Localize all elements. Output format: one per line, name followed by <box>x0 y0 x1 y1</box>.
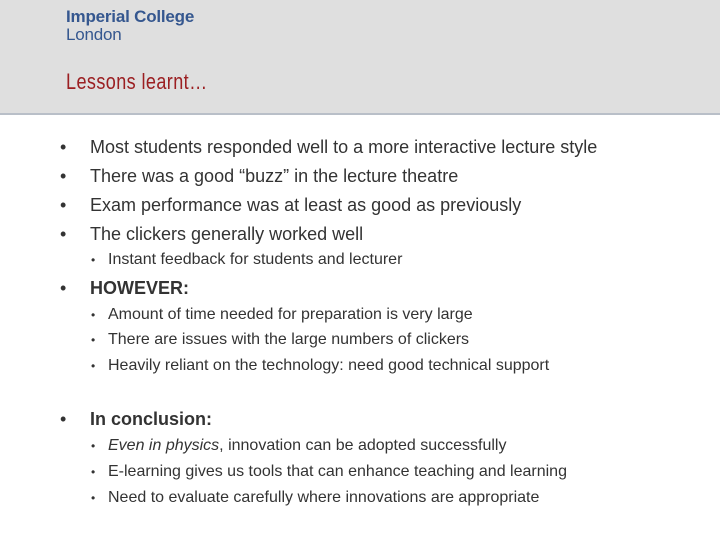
bullet-text: There was a good “buzz” in the lecture theatre <box>90 166 459 186</box>
sub-bullet-marker: • <box>91 333 96 347</box>
sub-bullet-marker: • <box>91 491 96 505</box>
conclusion-label: In conclusion: <box>90 409 213 429</box>
bullet-marker: • <box>60 195 67 215</box>
phrase-rest: , innovation can be adopted successfully <box>219 437 507 454</box>
logo-line-1: Imperial College <box>66 7 195 26</box>
sub-bullet-text: Need to evaluate carefully where innovations are appropriate <box>108 489 540 506</box>
bullet-text: The clickers generally worked well <box>90 224 364 244</box>
slide-title: Lessons learnt… <box>66 69 208 94</box>
bullet-marker: • <box>60 137 67 157</box>
sub-bullet-text: Instant feedback for students and lecturer <box>108 251 403 268</box>
sub-bullet-text: Amount of time needed for preparation is very large <box>108 306 473 323</box>
however-label: HOWEVER: <box>90 278 189 298</box>
sub-bullet-text: E-learning gives us tools that can enhance teaching and learning <box>108 463 567 480</box>
sub-bullet-text: There are issues with the large numbers of clickers <box>108 331 470 348</box>
sub-bullet-marker: • <box>91 359 96 373</box>
slide-header <box>0 0 720 115</box>
sub-bullet-marker: • <box>91 308 96 322</box>
sub-bullet-text: Heavily reliant on the technology: need good technical support <box>108 357 550 374</box>
italic-phrase: Even in physics <box>108 437 220 454</box>
logo-line-2: London <box>66 25 122 44</box>
sub-bullet-marker: • <box>91 439 96 453</box>
bullet-marker: • <box>60 409 67 429</box>
imperial-college-logo <box>66 8 194 44</box>
bullet-marker: • <box>60 224 67 244</box>
bullet-text: Exam performance was at least as good as previously <box>90 195 522 215</box>
sub-bullet-marker: • <box>91 253 96 267</box>
bullet-marker: • <box>60 166 67 186</box>
sub-bullet-text <box>108 437 506 455</box>
bullet-marker: • <box>60 278 67 298</box>
sub-bullet-marker: • <box>91 465 96 479</box>
bullet-text: Most students responded well to a more interactive lecture style <box>90 137 598 157</box>
